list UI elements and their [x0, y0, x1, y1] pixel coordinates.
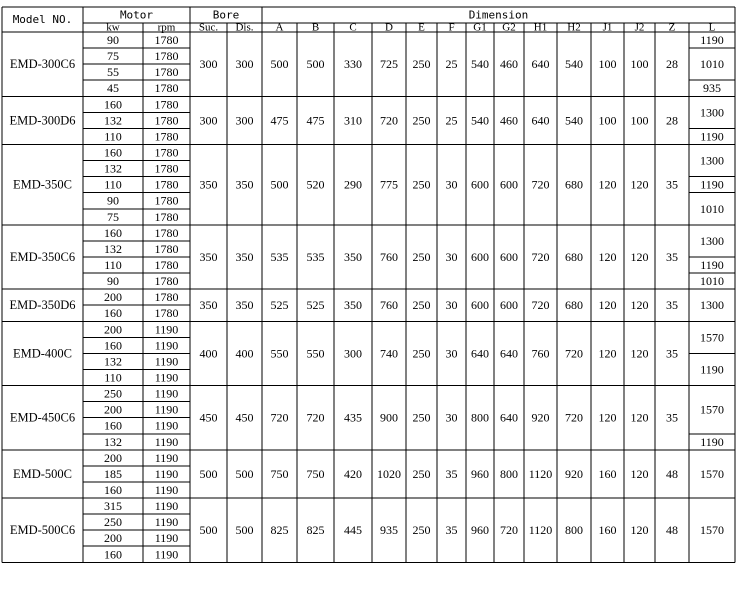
dim-value: 475	[306, 113, 325, 128]
dim-value: 120	[598, 298, 617, 313]
dim-value: 1120	[528, 523, 553, 538]
motor-rpm: 1190	[154, 450, 179, 465]
dim-value: 800	[500, 466, 518, 481]
model-name: EMD-500C6	[9, 523, 76, 538]
dim-value: 550	[306, 346, 325, 361]
dim-value: 720	[306, 410, 325, 425]
dim-value: 100	[630, 57, 649, 72]
motor-rpm: 1190	[154, 338, 179, 353]
dim-value: 25	[445, 113, 458, 128]
dim-l-value: 1300	[700, 105, 724, 120]
dim-value: 28	[666, 113, 678, 128]
motor-rpm: 1780	[154, 274, 179, 289]
dim-l-value: 1010	[700, 201, 724, 216]
motor-kw: 110	[104, 370, 122, 385]
motor-kw: 90	[107, 193, 119, 208]
motor-kw: 90	[107, 33, 119, 48]
dim-value: 600	[471, 249, 489, 264]
dim-value: 680	[565, 177, 583, 192]
dim-value: 28	[666, 57, 678, 72]
bore-discharge: 300	[235, 113, 254, 128]
header-dim-g1: G1	[473, 21, 487, 34]
bore-suction: 350	[199, 298, 218, 313]
motor-rpm: 1780	[154, 177, 179, 192]
dim-value: 525	[306, 298, 325, 313]
dim-l-value: 1190	[700, 177, 724, 192]
dim-value: 960	[471, 523, 489, 538]
dim-value: 100	[630, 113, 649, 128]
bore-discharge: 500	[235, 466, 254, 481]
dim-value: 290	[344, 177, 362, 192]
dim-value: 350	[344, 298, 362, 313]
bore-discharge: 350	[235, 177, 254, 192]
motor-kw: 110	[104, 177, 122, 192]
motor-rpm: 1190	[154, 515, 179, 530]
dim-value: 775	[380, 177, 398, 192]
dim-value: 120	[630, 298, 649, 313]
header-kw: kw	[106, 21, 120, 34]
dim-value: 600	[471, 177, 489, 192]
header-bore: Bore	[212, 8, 240, 22]
dim-value: 35	[666, 177, 678, 192]
dim-value: 600	[500, 298, 518, 313]
dim-value: 540	[471, 113, 489, 128]
bore-discharge: 500	[235, 523, 254, 538]
dim-value: 920	[565, 466, 583, 481]
dim-l-value: 1570	[700, 330, 724, 345]
header-dim-d: D	[385, 21, 393, 34]
dim-value: 720	[380, 113, 398, 128]
motor-rpm: 1780	[154, 97, 179, 112]
dim-value: 725	[380, 57, 398, 72]
dim-value: 35	[666, 249, 678, 264]
header-dim-a: A	[275, 21, 284, 34]
dim-value: 500	[270, 177, 289, 192]
motor-kw: 315	[104, 499, 122, 514]
dim-value: 920	[531, 410, 550, 425]
motor-rpm: 1190	[154, 499, 179, 514]
dim-value: 460	[500, 57, 518, 72]
motor-kw: 132	[104, 434, 122, 449]
motor-kw: 250	[104, 386, 122, 401]
motor-kw: 160	[104, 306, 122, 321]
motor-kw: 160	[104, 547, 122, 562]
dim-value: 935	[380, 523, 398, 538]
dim-value: 250	[412, 177, 431, 192]
motor-rpm: 1780	[154, 241, 179, 256]
dim-value: 520	[306, 177, 325, 192]
dim-value: 1120	[528, 466, 553, 481]
dim-value: 160	[598, 466, 617, 481]
dim-value: 640	[500, 346, 518, 361]
dim-value: 600	[500, 177, 518, 192]
dim-value: 160	[598, 523, 617, 538]
header-dim-l: L	[708, 21, 716, 34]
motor-kw: 185	[104, 466, 122, 481]
dim-value: 720	[500, 523, 518, 538]
dim-value: 250	[412, 466, 431, 481]
motor-kw: 200	[104, 450, 122, 465]
motor-kw: 90	[107, 274, 119, 289]
dim-value: 825	[306, 523, 325, 538]
dim-value: 30	[445, 177, 458, 192]
motor-kw: 75	[107, 49, 119, 64]
motor-rpm: 1190	[154, 434, 179, 449]
motor-rpm: 1190	[154, 386, 179, 401]
motor-kw: 200	[104, 531, 122, 546]
dim-value: 48	[666, 466, 678, 481]
dim-value: 250	[412, 113, 431, 128]
header-dim-f: F	[448, 21, 455, 34]
motor-kw: 45	[107, 81, 119, 96]
dim-l-value: 1300	[700, 153, 724, 168]
dim-value: 445	[344, 523, 362, 538]
dim-l-value: 1190	[700, 129, 724, 144]
dim-value: 420	[344, 466, 362, 481]
dim-value: 30	[445, 346, 458, 361]
dim-value: 1020	[377, 466, 401, 481]
header-dim-h2: H2	[567, 21, 581, 34]
bore-suction: 300	[199, 57, 218, 72]
dim-value: 535	[306, 249, 325, 264]
motor-rpm: 1190	[154, 370, 179, 385]
dim-l-value: 1570	[700, 523, 724, 538]
header-dim-j2: J2	[634, 21, 645, 34]
dim-value: 250	[412, 249, 431, 264]
dim-value: 900	[380, 410, 398, 425]
motor-rpm: 1190	[154, 322, 179, 337]
dim-l-value: 1190	[700, 362, 724, 377]
bore-suction: 400	[199, 346, 218, 361]
dim-value: 350	[344, 249, 362, 264]
bore-suction: 350	[199, 249, 218, 264]
dim-value: 750	[270, 466, 289, 481]
motor-kw: 160	[104, 418, 122, 433]
motor-kw: 132	[104, 354, 122, 369]
motor-rpm: 1780	[154, 81, 179, 96]
motor-rpm: 1190	[154, 531, 179, 546]
dim-value: 120	[630, 177, 649, 192]
motor-kw: 160	[104, 482, 122, 497]
model-name: EMD-350D6	[9, 298, 76, 313]
header-dim-e: E	[418, 21, 425, 34]
motor-kw: 200	[104, 322, 122, 337]
bore-discharge: 400	[235, 346, 254, 361]
bore-discharge: 350	[235, 249, 254, 264]
dim-value: 750	[306, 466, 325, 481]
motor-rpm: 1190	[154, 482, 179, 497]
dim-value: 535	[270, 249, 289, 264]
dim-l-value: 1010	[700, 274, 724, 289]
motor-kw: 250	[104, 515, 122, 530]
dim-l-value: 1010	[700, 57, 724, 72]
dim-value: 35	[445, 523, 458, 538]
model-name: EMD-350C	[12, 177, 73, 192]
dim-value: 250	[412, 523, 431, 538]
dim-value: 800	[565, 523, 583, 538]
dim-l-value: 1300	[700, 233, 724, 248]
dim-value: 310	[344, 113, 362, 128]
dim-value: 120	[598, 346, 617, 361]
dim-value: 720	[531, 249, 550, 264]
dim-value: 35	[666, 346, 678, 361]
motor-rpm: 1190	[154, 418, 179, 433]
motor-rpm: 1780	[154, 129, 179, 144]
dim-value: 680	[565, 298, 583, 313]
bore-discharge: 300	[235, 57, 254, 72]
dim-l-value: 1190	[700, 258, 724, 273]
header-model-no: Model NO.	[12, 13, 73, 26]
motor-kw: 160	[104, 338, 122, 353]
motor-kw: 110	[104, 129, 122, 144]
dim-value: 640	[531, 113, 550, 128]
bore-suction: 300	[199, 113, 218, 128]
motor-rpm: 1780	[154, 209, 179, 224]
dim-value: 120	[630, 523, 649, 538]
motor-rpm: 1190	[154, 402, 179, 417]
model-name: EMD-400C	[12, 346, 73, 361]
model-name: EMD-300D6	[9, 113, 76, 128]
motor-rpm: 1780	[154, 49, 179, 64]
header-dim-g2: G2	[502, 21, 516, 34]
dim-value: 100	[598, 57, 617, 72]
dim-value: 25	[445, 57, 458, 72]
model-name: EMD-500C	[12, 466, 73, 481]
dim-value: 720	[531, 298, 550, 313]
dim-value: 825	[270, 523, 289, 538]
header-motor: Motor	[119, 8, 154, 22]
dim-l-value: 1570	[700, 466, 724, 481]
motor-kw: 200	[104, 402, 122, 417]
dim-value: 720	[531, 177, 550, 192]
motor-kw: 132	[104, 241, 122, 256]
dim-value: 720	[565, 410, 583, 425]
dim-value: 640	[500, 410, 518, 425]
model-name: EMD-300C6	[9, 57, 76, 72]
dim-l-value: 935	[703, 81, 721, 96]
bore-suction: 500	[199, 523, 218, 538]
dim-value: 250	[412, 346, 431, 361]
motor-kw: 160	[104, 225, 122, 240]
model-name: EMD-350C6	[9, 249, 76, 264]
dim-value: 35	[666, 410, 678, 425]
motor-rpm: 1780	[154, 306, 179, 321]
dim-value: 250	[412, 57, 431, 72]
dim-value: 960	[471, 466, 489, 481]
motor-rpm: 1780	[154, 258, 179, 273]
header-dim-b: B	[311, 21, 320, 34]
dim-l-value: 1300	[700, 298, 724, 313]
dim-value: 500	[270, 57, 289, 72]
header-dim-j1: J1	[602, 21, 613, 34]
motor-rpm: 1780	[154, 225, 179, 240]
dim-value: 760	[531, 346, 550, 361]
dim-value: 540	[565, 113, 583, 128]
dim-value: 475	[270, 113, 289, 128]
motor-rpm: 1780	[154, 161, 179, 176]
dim-value: 120	[598, 249, 617, 264]
dim-value: 720	[565, 346, 583, 361]
dim-value: 30	[445, 410, 458, 425]
dim-value: 540	[471, 57, 489, 72]
dim-value: 460	[500, 113, 518, 128]
dim-l-value: 1190	[700, 33, 724, 48]
dim-l-value: 1190	[700, 434, 724, 449]
dim-value: 300	[344, 346, 362, 361]
dim-value: 800	[471, 410, 489, 425]
motor-kw: 110	[104, 258, 122, 273]
dim-value: 720	[270, 410, 289, 425]
dim-value: 760	[380, 298, 398, 313]
motor-kw: 132	[104, 161, 122, 176]
header-dim-z: Z	[668, 21, 676, 34]
motor-rpm: 1780	[154, 145, 179, 160]
bore-suction: 500	[199, 466, 218, 481]
dim-value: 600	[500, 249, 518, 264]
motor-rpm: 1780	[154, 65, 179, 80]
dim-value: 680	[565, 249, 583, 264]
motor-rpm: 1780	[154, 193, 179, 208]
dim-value: 30	[445, 298, 458, 313]
motor-rpm: 1780	[154, 290, 179, 305]
dim-value: 740	[380, 346, 398, 361]
bore-suction: 450	[199, 410, 218, 425]
bore-suction: 350	[199, 177, 218, 192]
dim-value: 540	[565, 57, 583, 72]
header-rpm: rpm	[157, 21, 176, 34]
dim-value: 120	[630, 249, 649, 264]
dim-value: 120	[630, 466, 649, 481]
dim-value: 550	[270, 346, 289, 361]
header-dimension: Dimension	[468, 8, 529, 22]
dim-value: 760	[380, 249, 398, 264]
header-suc: Suc.	[198, 21, 219, 34]
dim-value: 35	[666, 298, 678, 313]
model-name: EMD-450C6	[9, 410, 76, 425]
dim-value: 120	[630, 346, 649, 361]
motor-kw: 160	[104, 97, 122, 112]
dim-value: 250	[412, 410, 431, 425]
dim-value: 640	[531, 57, 550, 72]
motor-kw: 200	[104, 290, 122, 305]
motor-kw: 55	[107, 65, 119, 80]
dim-value: 120	[598, 177, 617, 192]
motor-rpm: 1190	[154, 354, 179, 369]
motor-rpm: 1190	[154, 466, 179, 481]
header-dim-h1: H1	[533, 21, 548, 34]
dim-value: 600	[471, 298, 489, 313]
dim-value: 120	[598, 410, 617, 425]
dim-value: 435	[344, 410, 362, 425]
motor-rpm: 1780	[154, 33, 179, 48]
dim-value: 640	[471, 346, 489, 361]
motor-kw: 160	[104, 145, 122, 160]
dim-value: 525	[270, 298, 289, 313]
bore-discharge: 350	[235, 298, 254, 313]
dim-value: 35	[445, 466, 458, 481]
dim-value: 30	[445, 249, 458, 264]
dim-value: 120	[630, 410, 649, 425]
motor-rpm: 1780	[154, 113, 179, 128]
header-dis: Dis.	[235, 21, 254, 34]
dim-value: 48	[666, 523, 678, 538]
motor-kw: 75	[107, 209, 119, 224]
motor-rpm: 1190	[154, 547, 179, 562]
header-dim-c: C	[349, 21, 357, 34]
bore-discharge: 450	[235, 410, 254, 425]
motor-kw: 132	[104, 113, 122, 128]
dim-l-value: 1570	[700, 402, 724, 417]
dim-value: 330	[344, 57, 362, 72]
dim-value: 100	[598, 113, 617, 128]
dim-value: 500	[306, 57, 325, 72]
dim-value: 250	[412, 298, 431, 313]
